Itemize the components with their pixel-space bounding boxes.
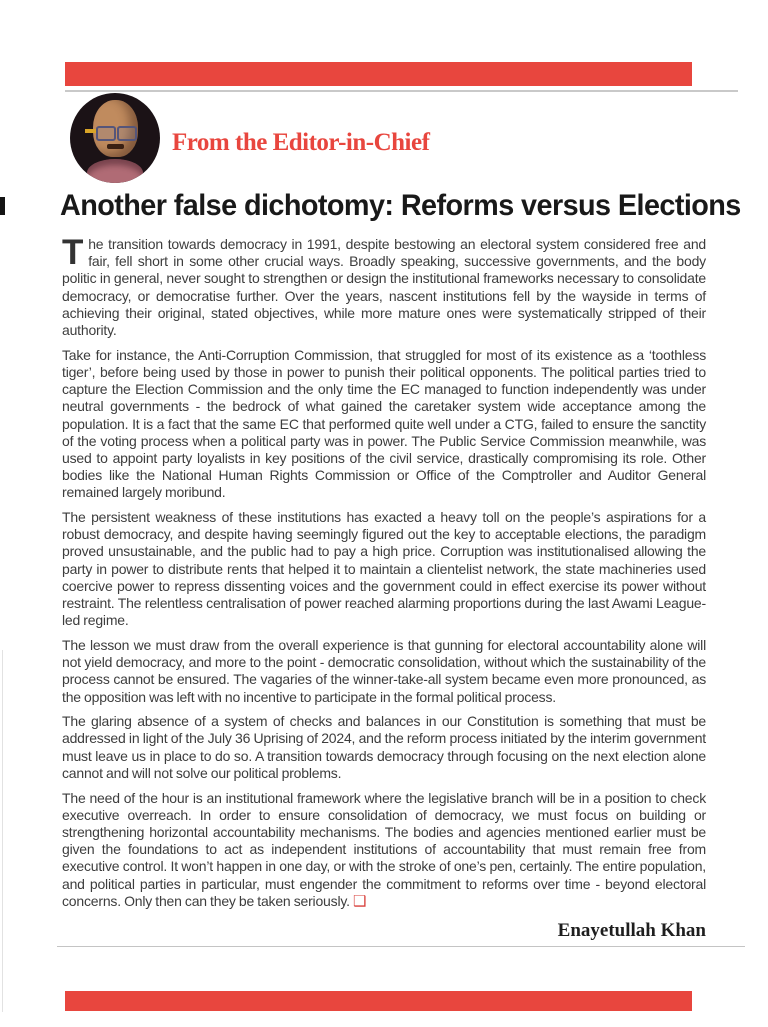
paragraph-text: The need of the hour is an institutional framework where the legislative branch will be in a position to check executive overreach. In order to ensure consolidation of democracy, we must focus on building or strengthening horizontal accountability mechanisms. The bodies and agencies mentioned earlier must be given the foundations to act as independent institutions of accountability that must remain free from executive control. It won’t happen in one day, or with the stroke of one’s pen, certainly. The entire population, and political parties in particular, must engender the commitment to reforms over time - beyond electoral concerns. Only then can they be taken seriously.	[62, 789, 706, 909]
portrait-shirt	[87, 159, 143, 183]
paragraph-text: he transition towards democracy in 1991, despite bestowing an electoral system considered free and fair, fell short in some other crucial ways. Broadly speaking, successive governments, and the body politic in general, never sought to strengthen or design the institutional frameworks necessary to consolidate democracy, or democratise further. Over the years, nascent institutions fell by the wayside in terms of achieving their original, stated objectives, while more mature ones were systematically stripped of their authority.	[62, 236, 706, 339]
page-edge-line	[2, 650, 3, 1012]
paragraph-closing	[62, 790, 706, 910]
paragraph-opening	[62, 233, 706, 339]
editor-photo	[70, 93, 160, 183]
bottom-banner	[65, 991, 692, 1011]
banner-underline	[65, 90, 738, 92]
author-signature: Enayetullah Khan	[557, 920, 706, 941]
section-label: From the Editor-in-Chief	[172, 129, 430, 156]
glasses-temple	[85, 129, 96, 133]
footer-rule	[57, 946, 745, 947]
paragraph: The persistent weakness of these institutions has exacted a heavy toll on the people’s aspirations for a robust democracy, and despite having seemingly figured out the key to acceptable elections, the paradigm proved unsustainable, and the public had to pay a high price. Corruption was institutionalised allowing the party in power to distribute rents that helped it to maintain a clientelist network, the state machineries used coercive power to repress dissenting voices and the government could in effect exercise its power without restraint. The relentless centralisation of power reached alarming proportions during the last Awami League-led regime.	[62, 509, 706, 629]
top-banner	[65, 62, 692, 86]
headline: Another false dichotomy: Reforms versus Elections	[60, 189, 741, 222]
paragraph: The glaring absence of a system of checks and balances in our Constitution is something that must be addressed in light of the July 36 Uprising of 2024, and the reform process initiated by the interim government must leave us in place to do so. A transition towards democracy through focusing on the next election alone cannot and will not solve our political problems.	[62, 713, 706, 781]
end-of-article-icon: ❑	[353, 892, 367, 910]
paragraph: The lesson we must draw from the overall experience is that gunning for electoral accountability alone will not yield democracy, and more to the point - democratic consolidation, without which the sustainability of the process cannot be ensured. The vagaries of the winner-take-all system became even more pronounced, as the opposition was left with no incentive to participate in the formal political process.	[62, 636, 706, 705]
glasses-left-lens	[96, 126, 116, 141]
page-edge-mark	[0, 197, 5, 215]
article-body	[62, 233, 706, 918]
portrait-mustache	[107, 144, 124, 149]
paragraph: Take for instance, the Anti-Corruption Commission, that struggled for most of its existence as a ‘toothless tiger’, before being used by those in power to punish their political opponents. The political parties tried to capture the Election Commission and the only time the EC managed to function independently was under neutral governments - the bedrock of what gained the caretaker system wide acceptance among the population. It is a fact that the same EC that performed quite well under a CTG, failed to ensure the sanctity of the voting process when a political party was in power. The Public Service Commission meanwhile, was used to appoint party loyalists in key positions of the civil service, drastically compromising its role. Other bodies like the National Human Rights Commission or Office of the Comptroller and Auditor General remained largely moribund.	[62, 346, 706, 501]
glasses-right-lens	[117, 126, 137, 141]
drop-cap: T	[62, 233, 84, 272]
